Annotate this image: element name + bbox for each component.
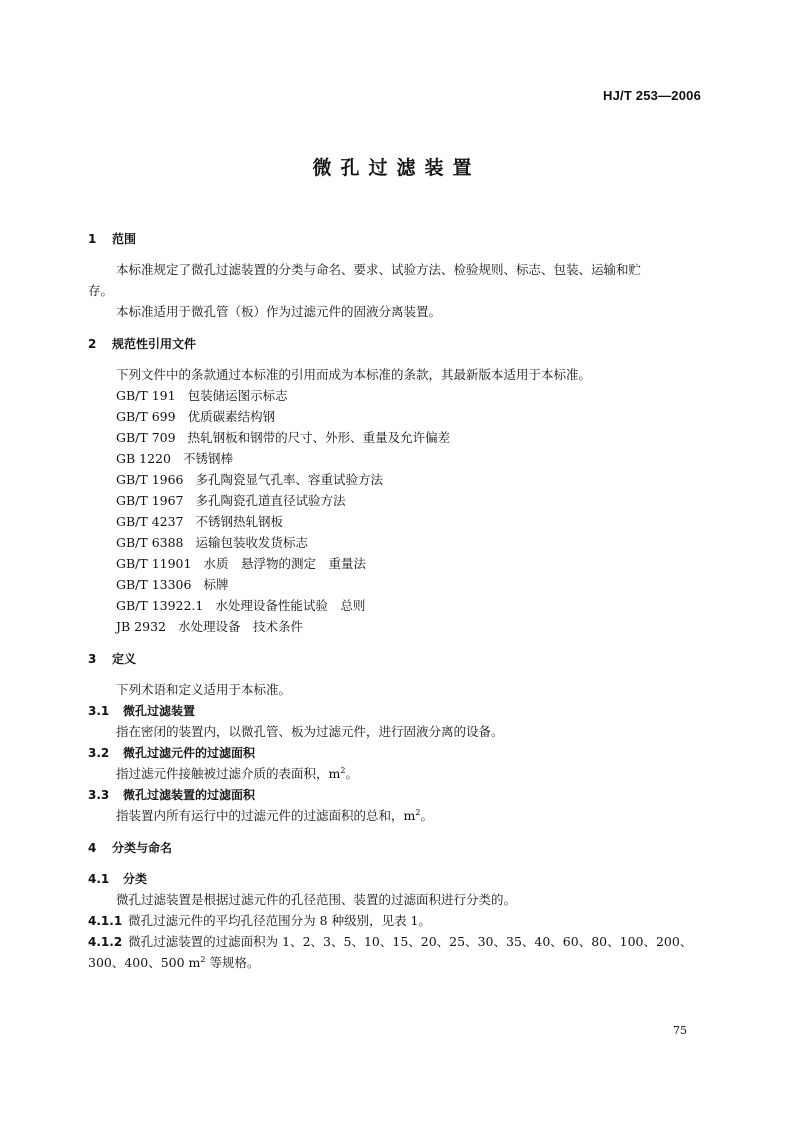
reference-item [116, 409, 275, 425]
reference-code: GB/T 1967 [116, 493, 184, 508]
reference-title: 多孔陶瓷显气孔率、容重试验方法 [195, 472, 384, 487]
reference-title: 不锈钢热轧钢板 [195, 514, 284, 529]
reference-title: 不锈钢棒 [182, 451, 233, 466]
subsection-4-1-intro: 微孔过滤装置是根据过滤元件的孔径范围、装置的过滤面积进行分类的。 [116, 892, 517, 907]
section-2-intro: 下列文件中的条款通过本标准的引用而成为本标准的条款，其最新版本适用于本标准。 [116, 367, 592, 382]
clause-4-1-1 [88, 913, 431, 929]
unit-superscript: 2 [340, 765, 346, 775]
unit-superscript: 2 [415, 807, 421, 817]
section-2-heading [88, 336, 196, 352]
term-definition: 指装置内所有运行中的过滤元件的过滤面积的总和，$m^2$。 [116, 807, 433, 823]
term-name: 微孔过滤元件的过滤面积 [123, 746, 256, 760]
reference-code: GB/T 13306 [116, 577, 192, 592]
reference-item [116, 472, 383, 488]
reference-title: 优质碳素结构钢 [187, 409, 276, 424]
reference-title: 标牌 [203, 577, 229, 592]
term-number: 3.1 [88, 704, 110, 718]
reference-code: GB/T 6388 [116, 535, 184, 550]
section-number: 1 [88, 232, 97, 246]
subsection-4-1-heading [88, 871, 147, 887]
term-heading [88, 703, 195, 719]
page-number: 75 [673, 1024, 687, 1037]
reference-item [116, 451, 233, 467]
reference-code: GB/T 1966 [116, 472, 184, 487]
term-name: 微孔过滤装置的过滤面积 [123, 788, 256, 802]
reference-item [116, 493, 346, 509]
section-number: 2 [88, 337, 97, 351]
section-title: 规范性引用文件 [112, 337, 197, 351]
section-title: 范围 [112, 232, 137, 246]
reference-title: 运输包装收发货标志 [195, 535, 309, 550]
section-1-para-2: 本标准适用于微孔管（板）作为过滤元件的固液分离装置。 [116, 304, 442, 319]
section-title: 分类与命名 [112, 841, 173, 855]
reference-title: 热轧钢板和钢带的尺寸、外形、重量及允许偏差 [187, 430, 451, 445]
section-3-intro: 下列术语和定义适用于本标准。 [116, 682, 292, 697]
term-heading [88, 745, 255, 761]
reference-item [116, 556, 366, 572]
reference-code: GB 1220 [116, 451, 171, 466]
reference-item [116, 619, 303, 635]
section-number: 3 [88, 652, 97, 666]
unit-superscript: 2 [200, 954, 206, 964]
term-definition: 指过滤元件接触被过滤介质的表面积，$m^2$。 [116, 765, 358, 781]
subsection-number: 4.1 [88, 872, 110, 886]
reference-title: 包装储运图示标志 [187, 388, 288, 403]
section-4-heading [88, 840, 172, 856]
reference-code: GB/T 699 [116, 409, 176, 424]
reference-title: 水质 悬浮物的测定 重量法 [203, 556, 366, 571]
reference-title: 多孔陶瓷孔道直径试验方法 [195, 493, 346, 508]
clause-text: 微孔过滤装置的过滤面积为 1、2、3、5、10、15、20、25、30、35、40、60、80、100、200、 [128, 934, 693, 949]
reference-item [116, 388, 288, 404]
clause-number: 4.1.1 [88, 914, 123, 928]
reference-item [116, 577, 228, 593]
reference-code: GB/T 13922.1 [116, 598, 204, 613]
section-3-heading [88, 651, 136, 667]
document-title: 微孔过滤装置 [312, 157, 481, 179]
section-1-para-1-line-2: 存。 [88, 283, 114, 298]
reference-code: GB/T 191 [116, 388, 176, 403]
section-1-heading [88, 231, 136, 247]
reference-code: GB/T 11901 [116, 556, 192, 571]
reference-title: 水处理设备性能试验 总则 [215, 598, 366, 613]
reference-item [116, 535, 308, 551]
clause-number: 4.1.2 [88, 935, 123, 949]
standard-code: HJ/T 253—2006 [603, 88, 701, 103]
term-number: 3.3 [88, 788, 110, 802]
reference-code: GB/T 4237 [116, 514, 184, 529]
reference-item [116, 430, 450, 446]
section-number: 4 [88, 841, 97, 855]
section-title: 定义 [112, 652, 137, 666]
reference-item [116, 514, 283, 530]
reference-title: 水处理设备 技术条件 [177, 619, 303, 634]
reference-item [116, 598, 365, 614]
section-1-para-1-line-1: 本标准规定了微孔过滤装置的分类与命名、要求、试验方法、检验规则、标志、包装、运输和贮 [116, 262, 642, 277]
subsection-title: 分类 [123, 872, 148, 886]
clause-4-1-2-line-2: 300、400、500 $m^2$ 等规格。 [88, 954, 260, 970]
term-name: 微孔过滤装置 [123, 704, 196, 718]
term-definition: 指在密闭的装置内，以微孔管、板为过滤元件，进行固液分离的设备。 [116, 724, 504, 739]
clause-text: 微孔过滤元件的平均孔径范围分为 8 种级别，见表 1。 [128, 913, 431, 928]
term-number: 3.2 [88, 746, 110, 760]
reference-code: GB/T 709 [116, 430, 176, 445]
reference-code: JB 2932 [116, 619, 166, 634]
clause-4-1-2-line-1 [88, 934, 692, 950]
term-heading [88, 787, 255, 803]
